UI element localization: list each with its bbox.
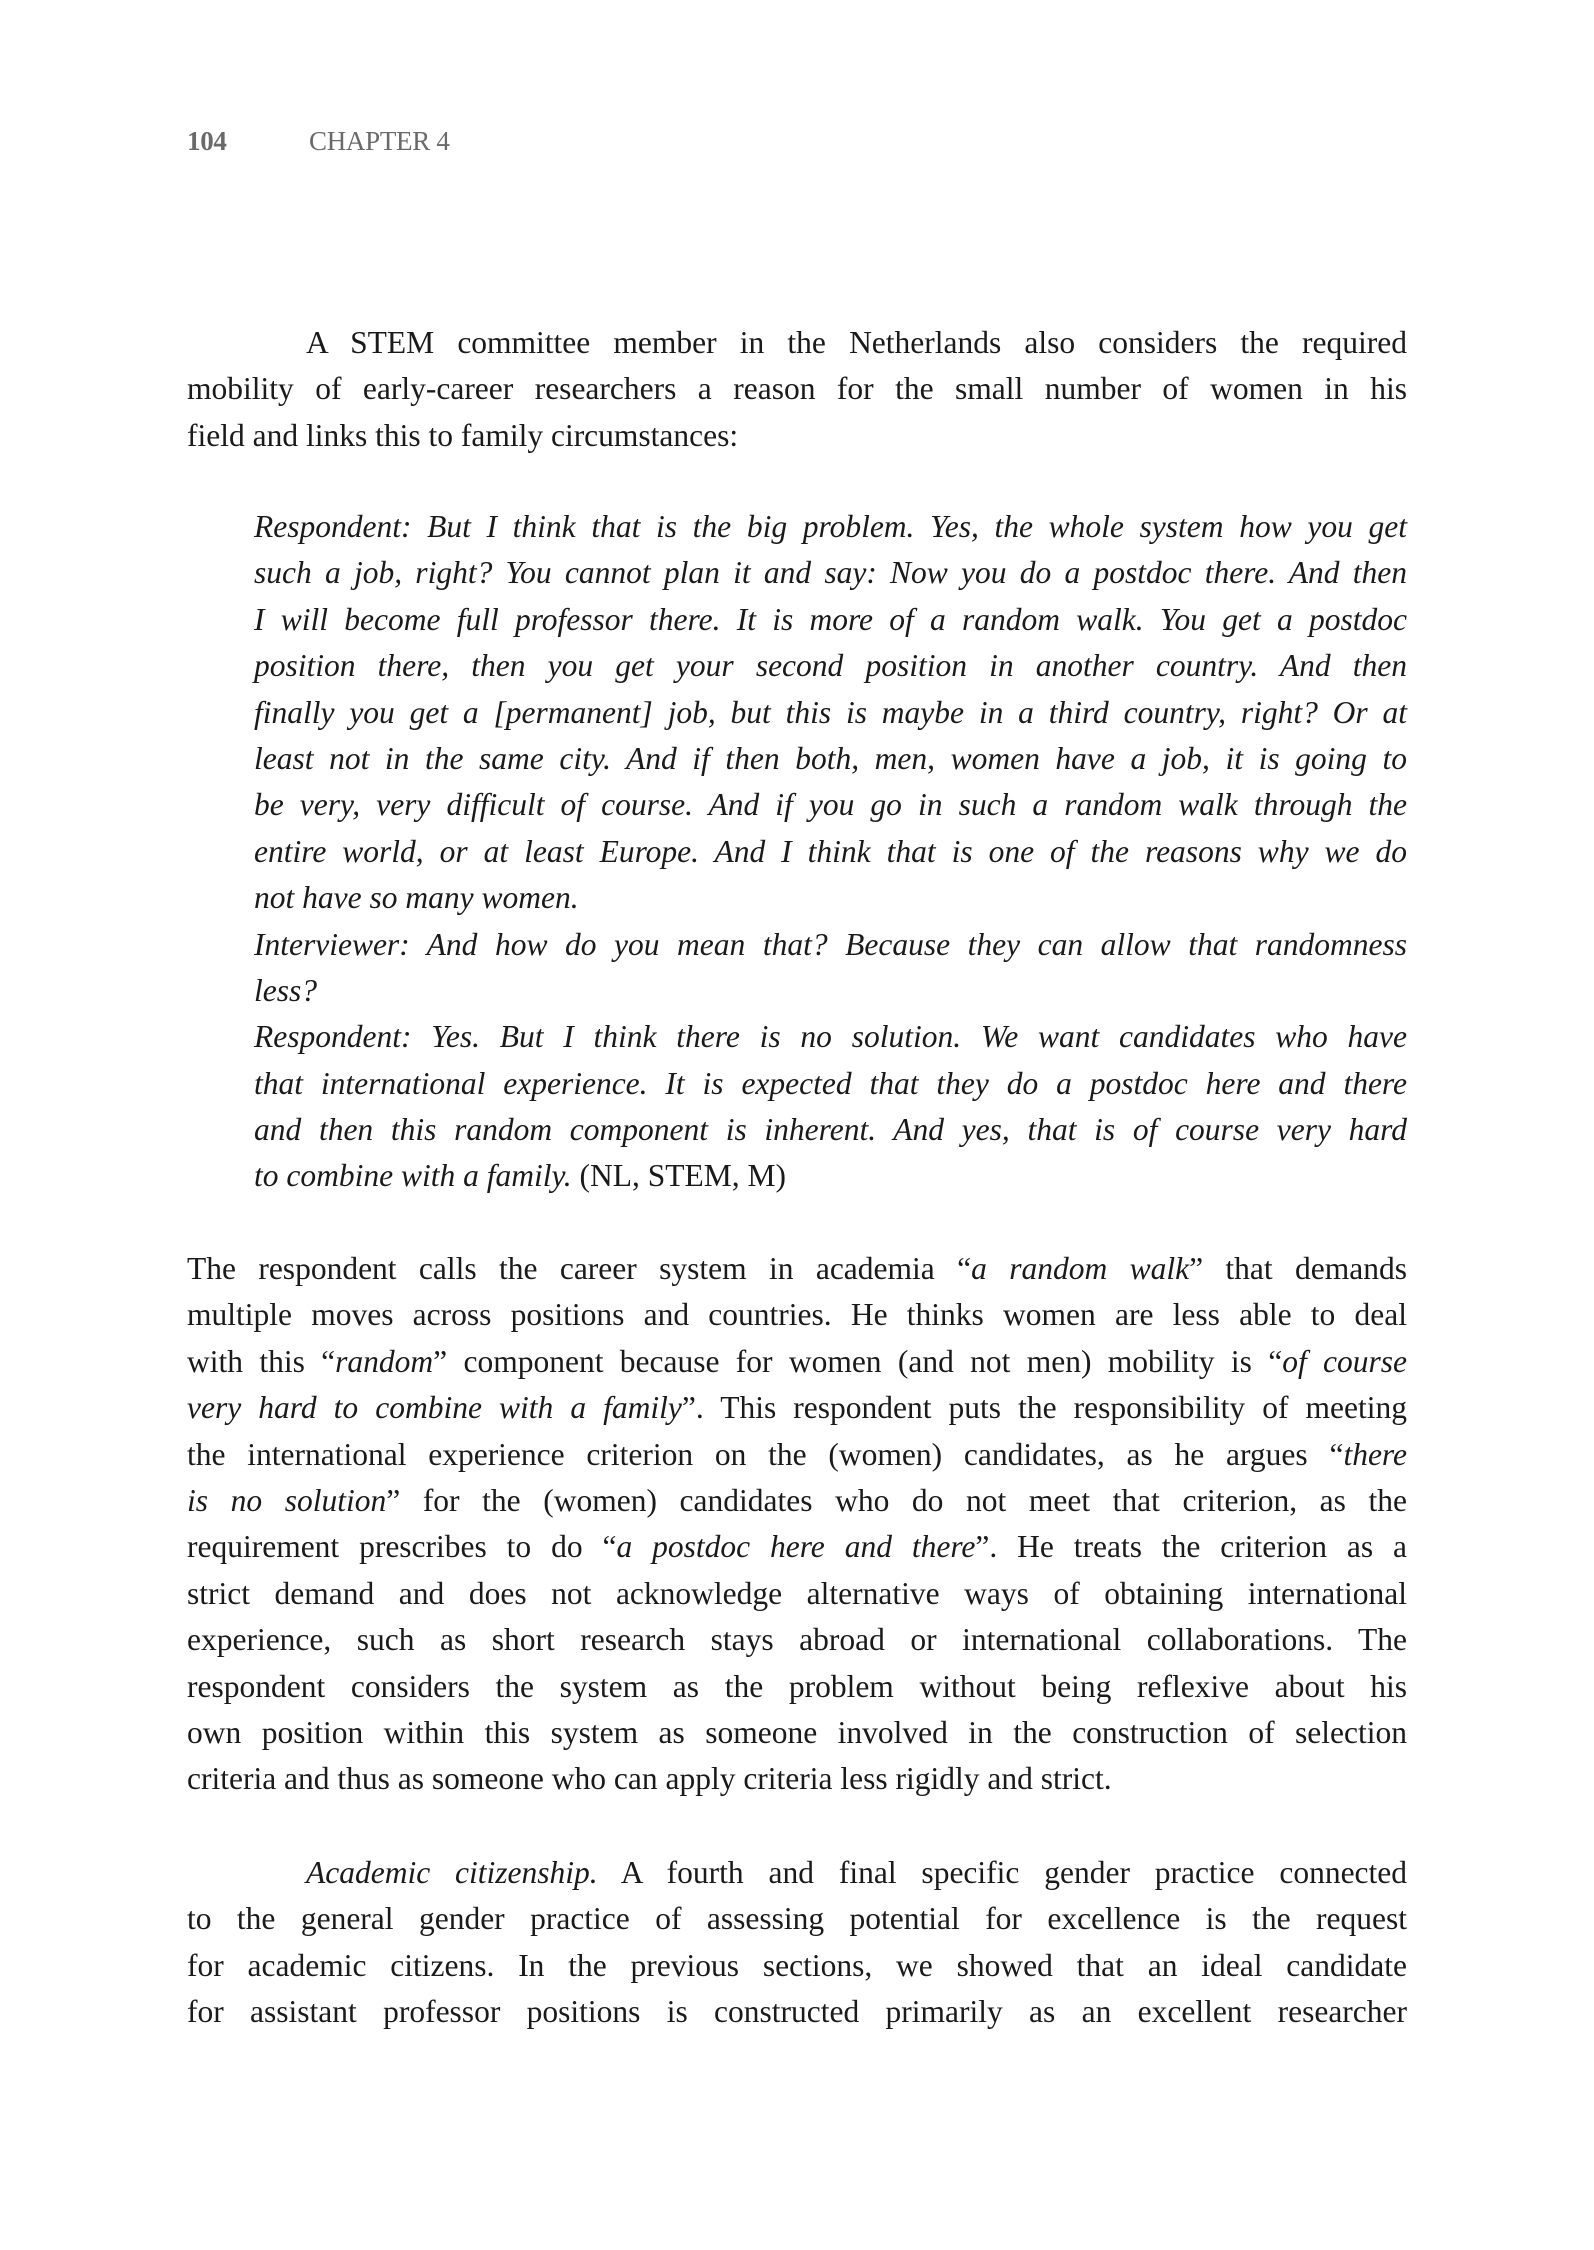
text-line	[254, 1153, 1407, 1199]
text-segment: for academic citizens. In the previous sections, we showed that an ideal candidate	[187, 1947, 1407, 1983]
text-segment: and then this random component is inherent. And yes, that is of course very hard	[254, 1112, 1407, 1148]
text-segment: experience, such as short research stays abroad or international collaborations. The	[187, 1622, 1407, 1658]
text-line	[254, 550, 1407, 596]
text-segment: that international experience. It is expected that they do a postdoc here and there	[254, 1065, 1407, 1101]
text-segment: field and links this to family circumstances:	[187, 417, 739, 453]
text-segment: (NL, STEM, M)	[571, 1158, 786, 1194]
text-line	[187, 1664, 1407, 1710]
text-segment: Respondent: Yes. But I think there is no solution. We want candidates who have	[254, 1019, 1407, 1055]
text-segment: ”. This respondent puts the responsibility of meeting	[681, 1390, 1407, 1426]
text-line	[187, 1524, 1407, 1570]
text-segment: to the general gender practice of assessing potential for excellence is the request	[187, 1901, 1407, 1937]
italic-text: a postdoc here and there	[616, 1529, 976, 1565]
text-line	[187, 1617, 1407, 1663]
text-segment: position there, then you get your second position in another country. And then	[254, 648, 1407, 684]
italic-text: there	[1343, 1436, 1407, 1472]
text-line	[254, 736, 1407, 782]
text-segment: strict demand and does not acknowledge alternative ways of obtaining international	[187, 1575, 1407, 1611]
text-line	[254, 782, 1407, 828]
page-number: 104	[187, 126, 227, 156]
text-line	[187, 1385, 1407, 1431]
text-segment: be very, very difficult of course. And if you go in such a random walk through the	[254, 787, 1407, 823]
text-segment: entire world, or at least Europe. And I think that is one of the reasons why we do	[254, 833, 1407, 869]
italic-text: random	[335, 1343, 434, 1379]
text-segment: criteria and thus as someone who can apply criteria less rigidly and strict.	[187, 1761, 1112, 1797]
text-segment: ” component because for women (and not men) mobility is “	[433, 1343, 1283, 1379]
text-line	[187, 1292, 1407, 1338]
text-line	[187, 366, 1407, 412]
text-line	[254, 968, 1407, 1014]
text-segment: less?	[254, 972, 317, 1008]
text-line	[254, 875, 1407, 921]
text-segment: A fourth and final specific gender practice connected	[597, 1855, 1408, 1890]
text-segment: the international experience criterion on the (women) candidates, as he argues “	[187, 1436, 1344, 1472]
text-line	[254, 1014, 1407, 1060]
text-segment: such a job, right? You cannot plan it and say: Now you do a postdoc there. And then	[254, 555, 1407, 591]
text-segment: ” for the (women) candidates who do not meet that criterion, as the	[386, 1482, 1407, 1518]
running-header-chapter: CHAPTER 4	[309, 126, 450, 156]
text-segment: finally you get a [permanent] job, but this is maybe in a third country, right? Or at	[254, 694, 1407, 730]
text-segment: not have so many women.	[254, 880, 579, 916]
text-segment: multiple moves across positions and countries. He thinks women are less able to deal	[187, 1297, 1407, 1333]
text-line	[187, 1989, 1407, 2035]
text-segment: for assistant professor positions is constructed primarily as an excellent researcher	[187, 1994, 1407, 2030]
text-line	[187, 1339, 1407, 1385]
text-line	[254, 922, 1407, 968]
text-segment: to combine with a family.	[254, 1158, 572, 1194]
text-line	[187, 1571, 1407, 1617]
text-line	[187, 1478, 1407, 1524]
text-segment: least not in the same city. And if then both, men, women have a job, it is going to	[254, 740, 1407, 776]
italic-text: a random walk	[971, 1251, 1190, 1286]
text-line	[254, 1061, 1407, 1107]
text-line	[187, 1432, 1407, 1478]
text-segment: ”. He treats the criterion as a	[975, 1529, 1407, 1565]
text-segment: with this “	[187, 1343, 336, 1379]
text-line	[187, 1850, 1407, 1896]
text-line	[187, 1896, 1407, 1942]
text-segment: own position within this system as someone involved in the construction of selection	[187, 1714, 1407, 1750]
paragraph-academic-citizenship	[187, 1850, 1407, 2036]
text-line	[187, 320, 1407, 366]
text-line	[187, 1710, 1407, 1756]
text-line	[187, 1756, 1407, 1802]
text-segment: A STEM committee member in the Netherlands also considers the required	[306, 325, 1407, 360]
italic-text: Academic citizenship.	[306, 1855, 598, 1890]
paragraph-analysis	[187, 1246, 1407, 1803]
text-segment: ” that demands	[1189, 1251, 1407, 1286]
text-line	[254, 504, 1407, 550]
interview-quote	[254, 504, 1407, 1200]
italic-text: is no solution	[187, 1482, 387, 1518]
text-segment: The respondent calls the career system in academia “	[187, 1251, 972, 1286]
text-line	[254, 829, 1407, 875]
text-segment: Interviewer: And how do you mean that? Because they can allow that randomness	[254, 926, 1407, 962]
text-segment: requirement prescribes to do “	[187, 1529, 617, 1565]
italic-text: very hard to combine with a family	[187, 1390, 682, 1426]
text-line	[187, 1246, 1407, 1292]
italic-text: of course	[1282, 1343, 1408, 1379]
text-line	[254, 643, 1407, 689]
text-line	[254, 690, 1407, 736]
paragraph-intro	[187, 320, 1407, 459]
text-line	[254, 1107, 1407, 1153]
text-segment: Respondent: But I think that is the big problem. Yes, the whole system how you get	[254, 509, 1407, 544]
text-segment: respondent considers the system as the problem without being reflexive about his	[187, 1668, 1407, 1704]
text-line	[187, 1943, 1407, 1989]
text-segment: I will become full professor there. It is more of a random walk. You get a postdoc	[254, 601, 1407, 637]
text-segment: mobility of early-career researchers a reason for the small number of women in his	[187, 371, 1407, 407]
text-line	[254, 597, 1407, 643]
text-line	[187, 413, 1407, 459]
